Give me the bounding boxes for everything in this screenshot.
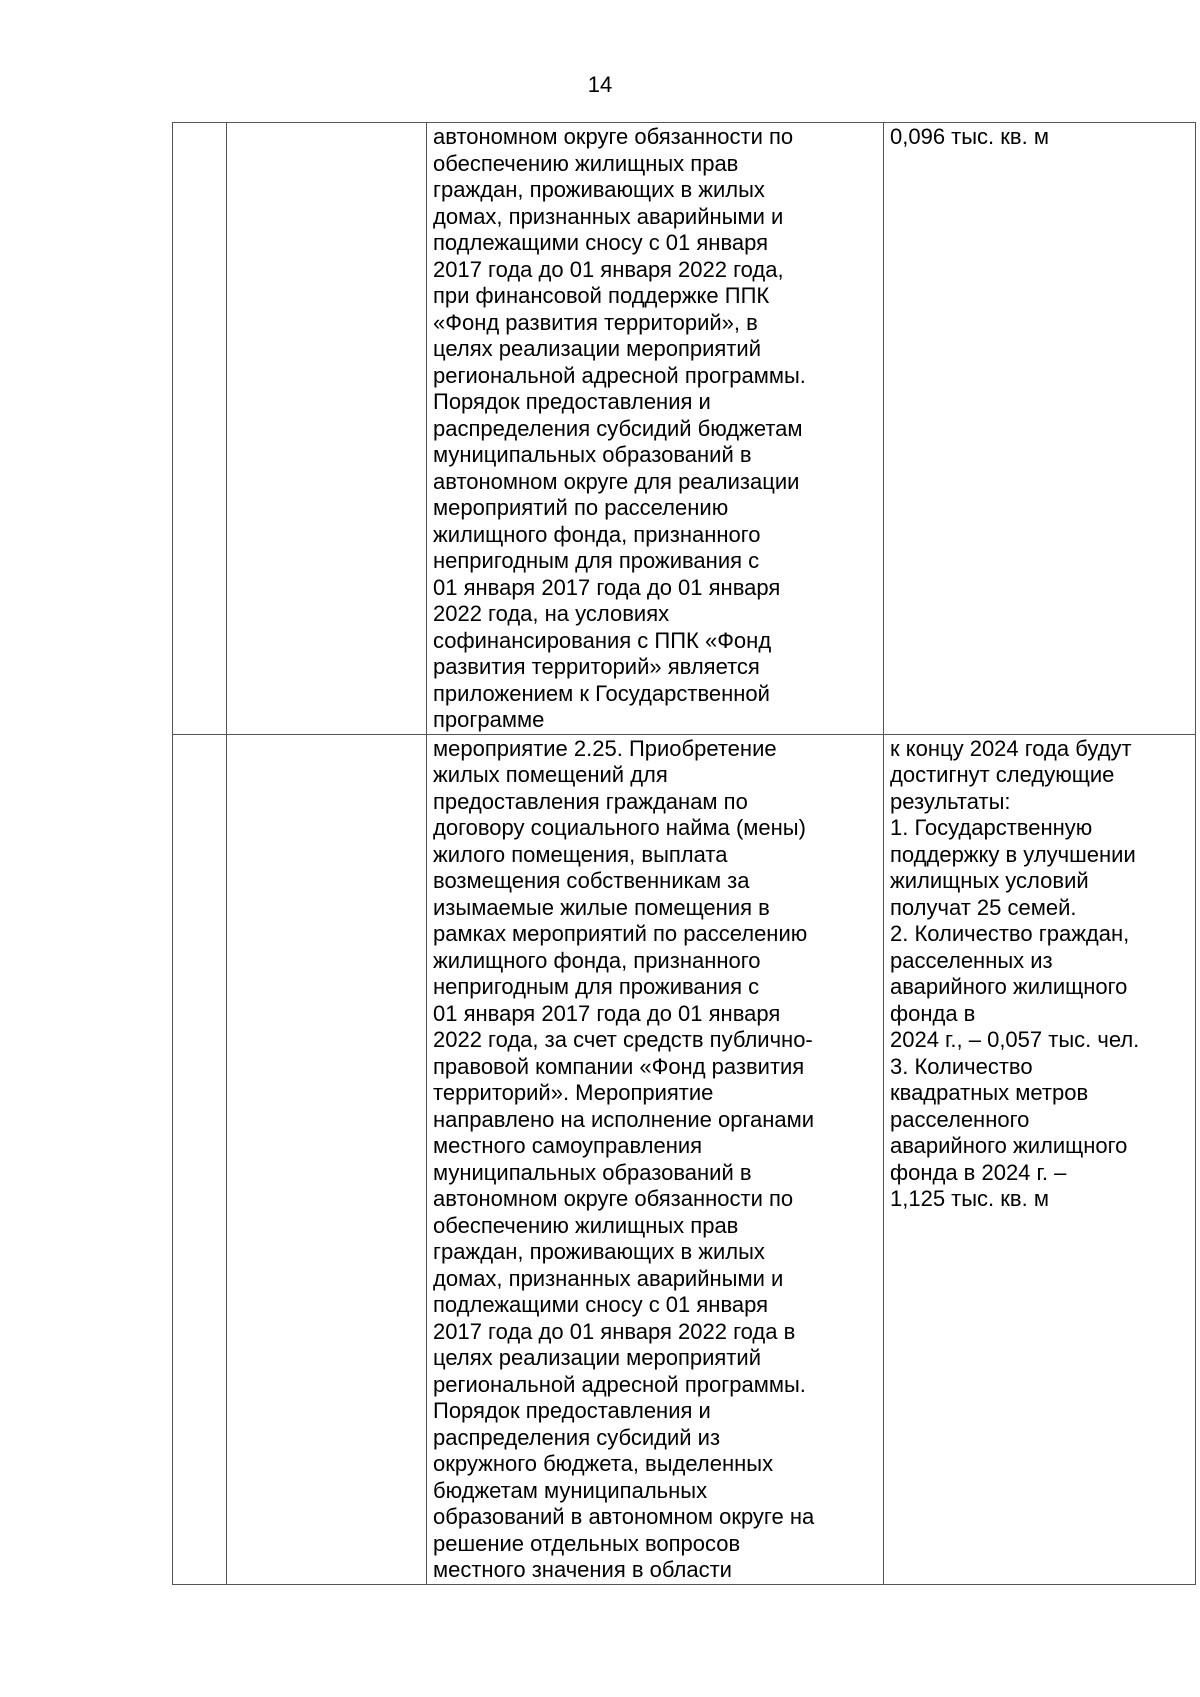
description-line: предоставления гражданам по [433,788,748,814]
measure-description-cell [427,123,884,735]
description-line: 2022 года, на условиях [433,601,670,626]
result-line: фонда в [890,1000,976,1026]
description-line: развития территорий» является [433,654,760,679]
program-name-cell [227,123,427,735]
description-line: Порядок предоставления и [433,1398,711,1423]
description-line: 2017 года до 01 января 2022 года, [433,256,784,282]
result-line: 1. Государственную [890,815,1093,840]
description-line: подлежащими сносу с 01 января [433,230,769,255]
description-line: муниципальных образований в [433,442,752,467]
description-line: жилищного фонда, признанного [433,521,761,547]
description-line: «Фонд развития территорий», в [433,309,758,335]
description-line: при финансовой поддержке ППК [433,283,770,308]
description-line: мероприятий по расселению [433,495,729,520]
description-line: целях реализации мероприятий [433,336,762,361]
description-line: 01 января 2017 года до 01 января [433,574,781,600]
program-table [172,122,1196,1585]
description-line: 2022 года, за счет средств публично- [433,1027,813,1052]
description-line: муниципальных образований в [433,1159,752,1185]
description-line: обеспечению жилищных прав [433,150,739,176]
description-line: граждан, проживающих в жилых [433,1239,765,1264]
description-line: распределения субсидий бюджетам [433,415,803,441]
description-line: окружного бюджета, выделенных [433,1451,774,1476]
result-line: результаты: [890,788,1011,814]
result-line: 0,096 тыс. кв. м [890,124,1049,149]
description-line: жилищного фонда, признанного [433,947,761,973]
description-line: обеспечению жилищных прав [433,1212,739,1238]
description-line: направлено на исполнение органами [433,1106,815,1132]
result-line: расселенных из [890,947,1053,973]
result-line: расселенного [890,1106,1030,1132]
description-line: автономном округе для реализации [433,468,800,494]
description-line: региональной адресной программы. [433,362,806,388]
description-line: автономном округе обязанности по [433,124,794,149]
result-line: 1,125 тыс. кв. м [890,1186,1049,1211]
description-line: 2017 года до 01 января 2022 года в [433,1318,796,1344]
result-line: фонда в 2024 г. – [890,1159,1067,1185]
measure-description-cell [427,734,884,1584]
result-line: 2. Количество граждан, [890,921,1130,946]
description-line: целях реализации мероприятий [433,1345,762,1370]
description-line: бюджетам муниципальных [433,1477,708,1503]
description-line: подлежащими сносу с 01 января [433,1292,769,1317]
description-line: решение отдельных вопросов [433,1530,741,1556]
program-name-cell [227,734,427,1584]
description-line: автономном округе обязанности по [433,1186,794,1211]
result-line: 2024 г., – 0,057 тыс. чел. [890,1027,1140,1052]
description-line: Порядок предоставления и [433,389,711,414]
result-line: к концу 2024 года будут [890,735,1132,761]
description-line: образований в автономном округе на [433,1504,815,1529]
description-line: правовой компании «Фонд развития [433,1053,805,1079]
expected-result-cell [884,734,1196,1584]
description-line: приложением к Государственной [433,680,770,706]
table-row [173,123,1196,735]
description-line: мероприятие 2.25. Приобретение [433,735,777,761]
description-line: граждан, проживающих в жилых [433,177,765,202]
result-line: квадратных метров [890,1080,1089,1105]
description-line: местного значения в области [433,1557,732,1582]
description-line: непригодным для проживания с [433,548,760,573]
description-line: изымаемые жилые помещения в [433,894,770,920]
description-line: 01 января 2017 года до 01 января [433,1000,781,1026]
table-body [173,123,1196,1585]
row-number-cell [173,123,227,735]
row-number-cell [173,734,227,1584]
description-line: непригодным для проживания с [433,974,760,999]
description-line: домах, признанных аварийными и [433,1265,784,1291]
result-line: аварийного жилищного [890,974,1128,999]
description-line: региональной адресной программы. [433,1371,806,1397]
description-line: домах, признанных аварийными и [433,203,784,229]
description-line: территорий». Мероприятие [433,1080,714,1105]
result-line: жилищных условий [890,868,1089,893]
result-line: достигнут следующие [890,762,1115,787]
description-line: распределения субсидий из [433,1424,721,1450]
result-line: поддержку в улучшении [890,841,1136,867]
result-line: аварийного жилищного [890,1133,1128,1158]
description-line: жилых помещений для [433,762,668,787]
table-row [173,734,1196,1584]
result-line: получат 25 семей. [890,894,1077,920]
page-number: 14 [587,72,613,97]
description-line: программе [433,707,545,732]
description-line: договору социального найма (мены) [433,815,806,840]
expected-result-cell [884,123,1196,735]
description-line: рамках мероприятий по расселению [433,921,808,946]
description-line: софинансирования с ППК «Фонд [433,627,772,653]
description-line: жилого помещения, выплата [433,841,728,867]
result-line: 3. Количество [890,1053,1033,1079]
description-line: возмещения собственникам за [433,868,750,893]
description-line: местного самоуправления [433,1133,703,1158]
